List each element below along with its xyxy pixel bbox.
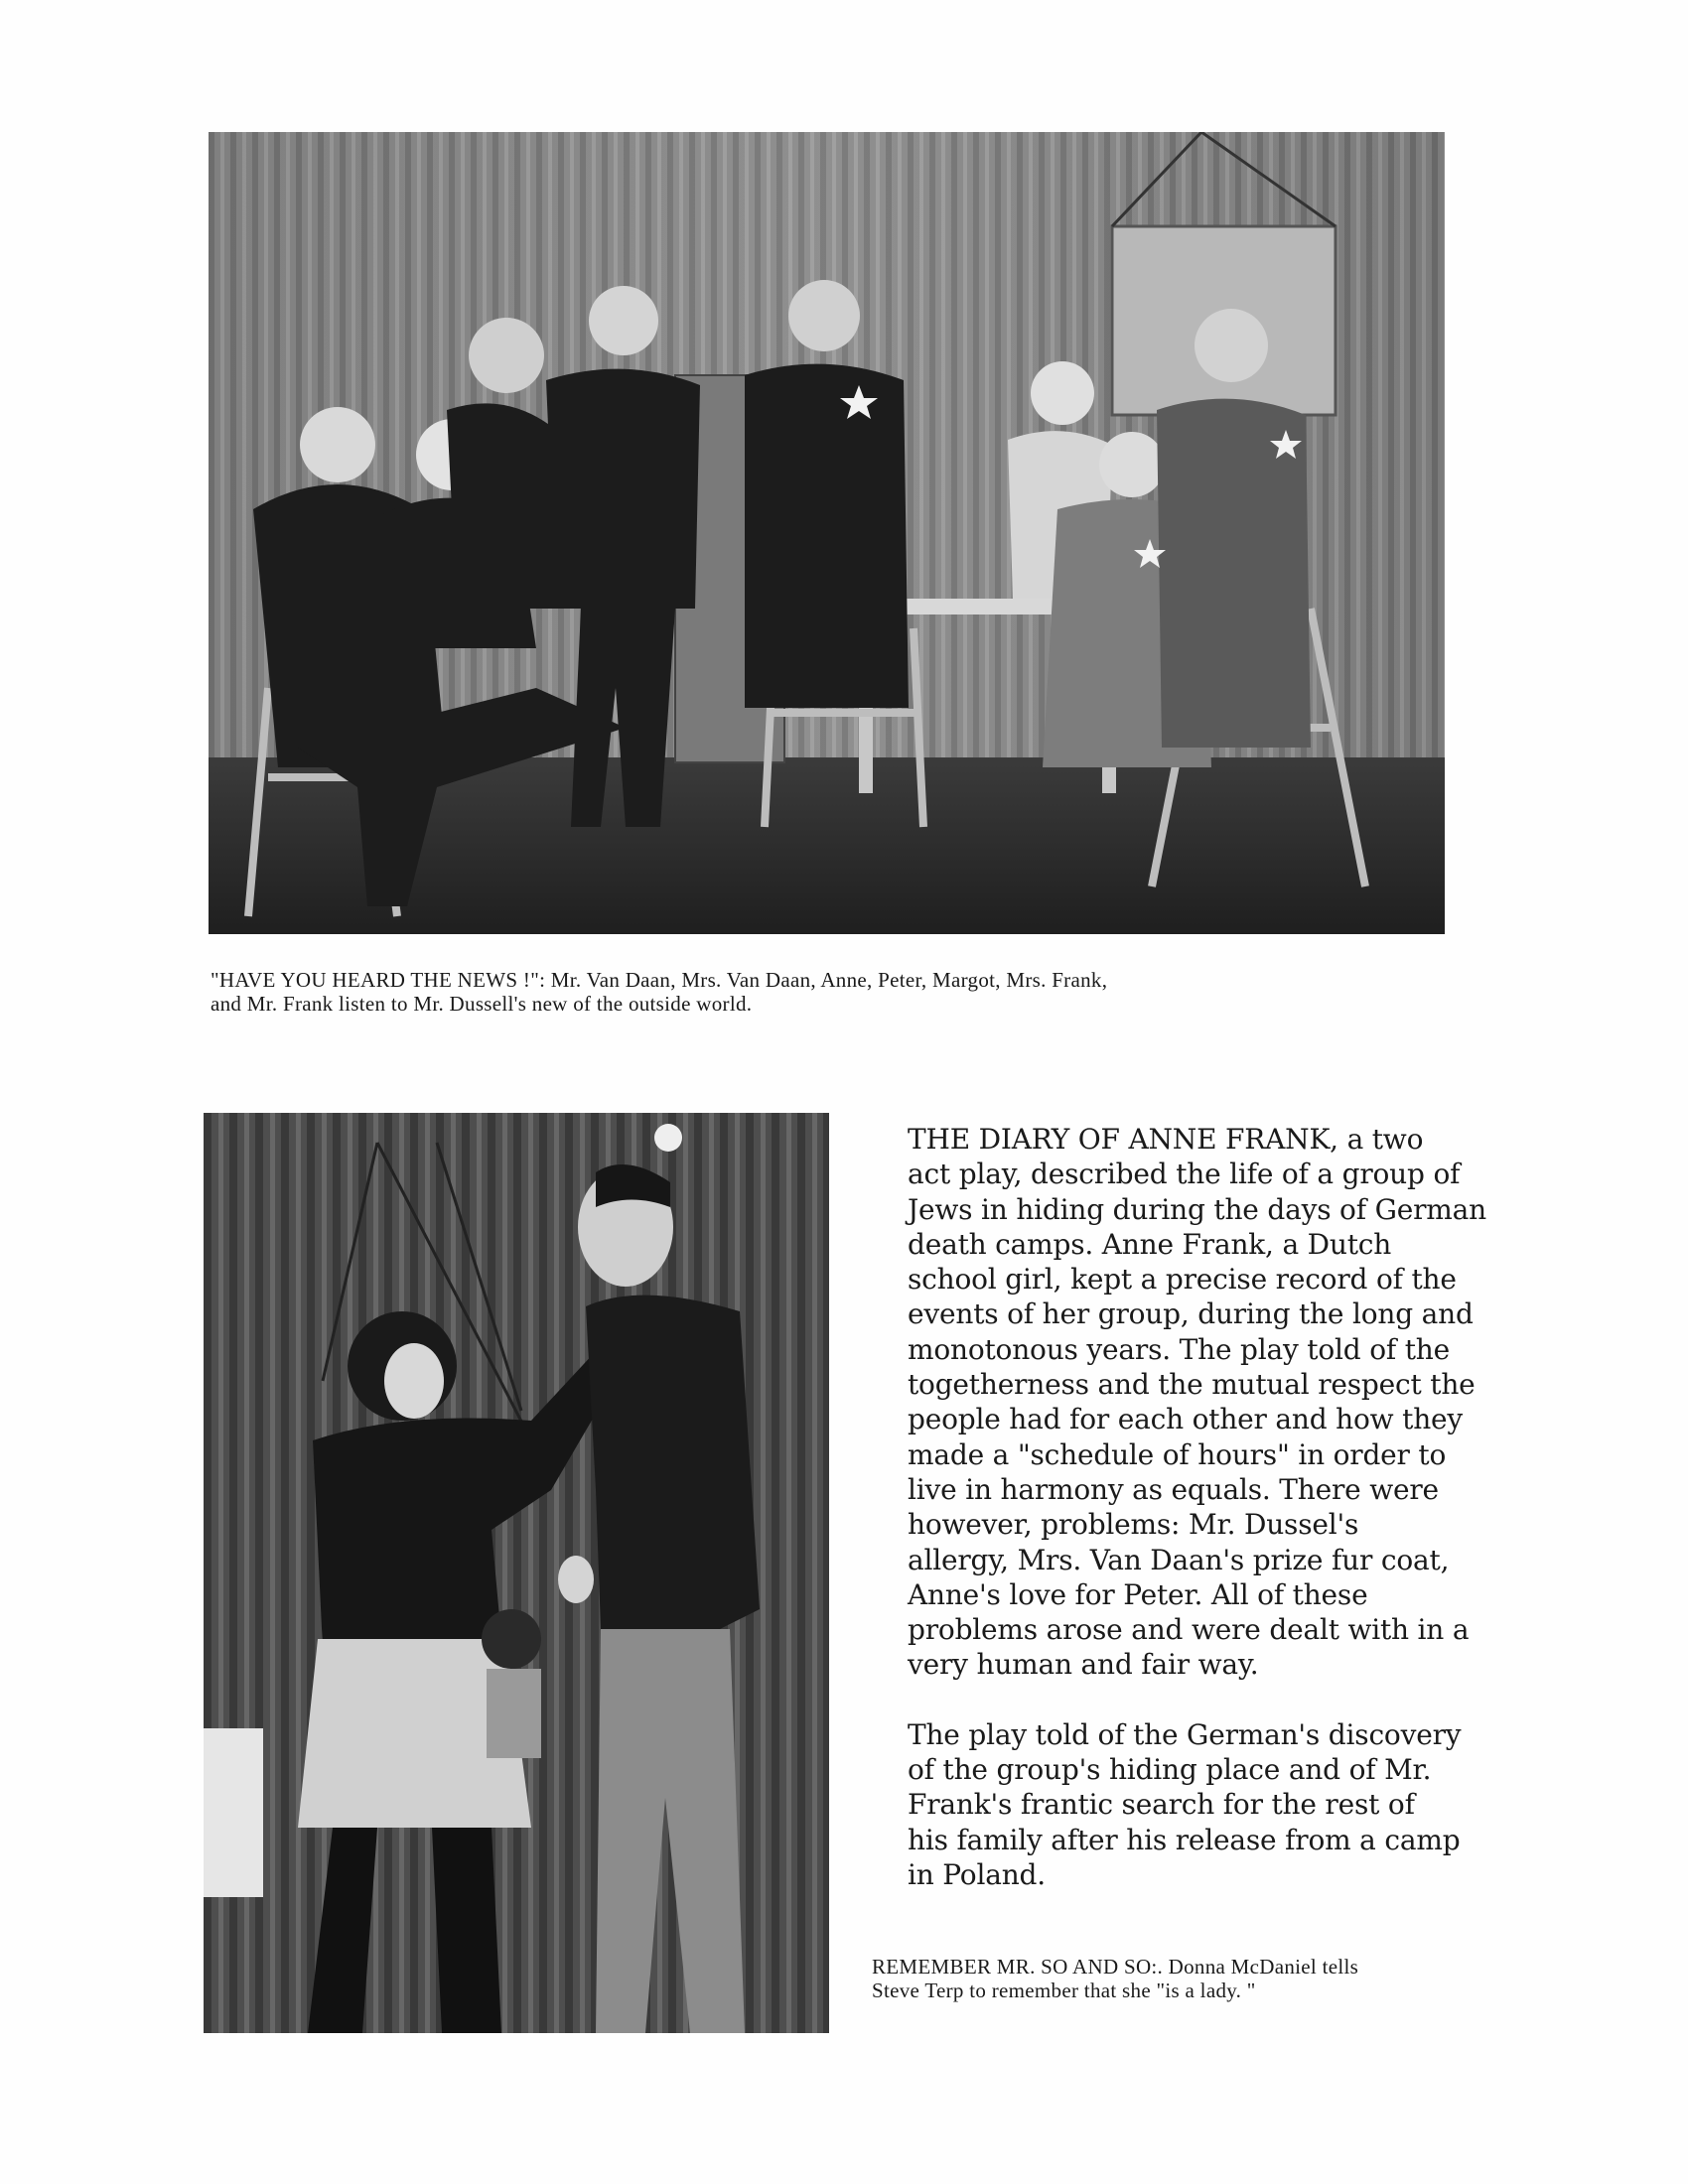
article-line: Jews in hiding during the days of German	[908, 1192, 1486, 1226]
article-line: death camps. Anne Frank, a Dutch	[908, 1227, 1392, 1261]
caption-stage-cast-line-2: and Mr. Frank listen to Mr. Dussell's new of the outside world.	[211, 992, 753, 1016]
caption-stage-cast-line-1: "HAVE YOU HEARD THE NEWS !": Mr. Van Daan, Mrs. Van Daan, Anne, Peter, Margot, Mrs. Frank,	[211, 968, 1108, 992]
article-line: school girl, kept a precise record of the	[908, 1263, 1457, 1297]
caption-stage-cast	[211, 968, 1452, 1016]
article-line: problems arose and were dealt with in a	[908, 1613, 1470, 1647]
article-paragraph-2	[908, 1717, 1553, 1892]
article-line: monotonous years. The play told of the	[908, 1332, 1450, 1366]
article-line: people had for each other and how they	[908, 1403, 1464, 1436]
photo-remember-scene	[204, 1113, 829, 2033]
caption-remember-scene	[872, 1955, 1527, 2002]
article-line: very human and fair way.	[908, 1648, 1259, 1682]
article-body	[908, 1122, 1553, 1892]
article-line: made a "schedule of hours" in order to	[908, 1437, 1447, 1471]
photo-stage-cast	[209, 132, 1445, 934]
photo-remember-scene-image	[204, 1113, 829, 2033]
article-line: events of her group, during the long and	[908, 1297, 1474, 1331]
caption-remember-scene-line-2: Steve Terp to remember that she "is a lady. "	[872, 1979, 1256, 2002]
article-paragraph-1	[908, 1122, 1553, 1683]
article-line: act play, described the life of a group of	[908, 1158, 1461, 1191]
article-line: allergy, Mrs. Van Daan's prize fur coat,	[908, 1543, 1450, 1576]
article-line: his family after his release from a camp	[908, 1823, 1461, 1856]
caption-remember-scene-line-1: REMEMBER MR. SO AND SO:. Donna McDaniel tells	[872, 1955, 1359, 1979]
article-line: THE DIARY OF ANNE FRANK, a two	[908, 1123, 1424, 1156]
article-line: in Poland.	[908, 1857, 1046, 1891]
article-line: Frank's frantic search for the rest of	[908, 1788, 1415, 1822]
article-line: of the group's hiding place and of Mr.	[908, 1753, 1432, 1787]
article-line: The play told of the German's discovery	[908, 1717, 1462, 1751]
article-line: however, problems: Mr. Dussel's	[908, 1508, 1359, 1542]
photo-stage-cast-image	[209, 132, 1445, 934]
article-line: togetherness and the mutual respect the	[908, 1368, 1476, 1402]
article-line: live in harmony as equals. There were	[908, 1472, 1439, 1506]
article-line: Anne's love for Peter. All of these	[908, 1577, 1368, 1611]
